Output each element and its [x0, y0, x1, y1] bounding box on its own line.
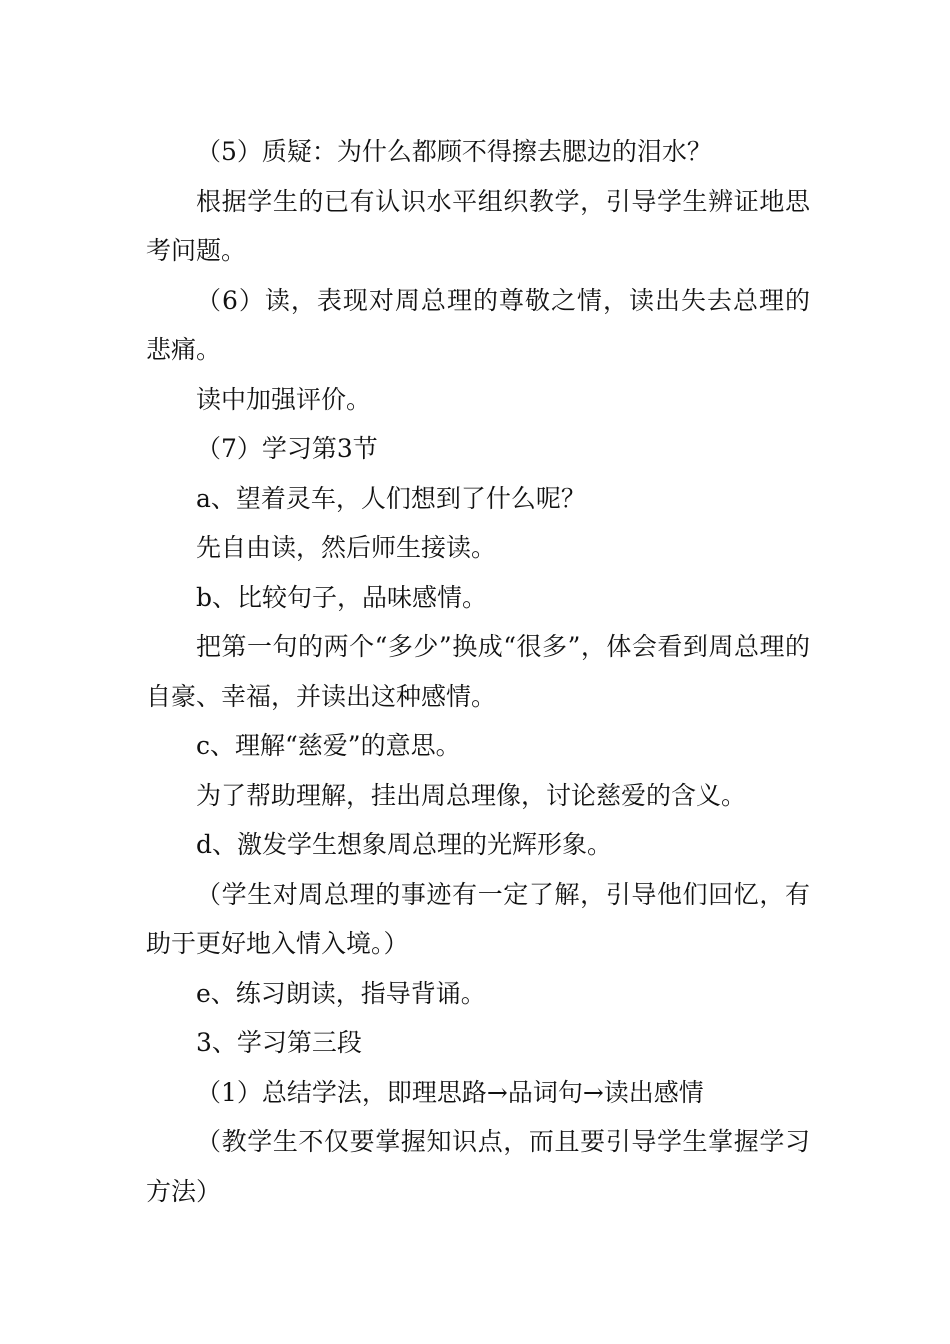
paragraph: （学生对周总理的事迹有一定了解，引导他们回忆，有助于更好地入情入境。）: [146, 879, 810, 958]
paragraph: 读中加强评价。: [196, 384, 372, 414]
paragraph: （7）学习第3节: [196, 434, 378, 463]
paragraph: 3、学习第三段: [196, 1028, 362, 1057]
paragraph: b、比较句子，品味感情。: [196, 582, 488, 612]
paragraph: （5）质疑：为什么都顾不得擦去腮边的泪水？: [196, 137, 712, 166]
paragraph: e、练习朗读，指导背诵。: [196, 978, 486, 1008]
paragraph: （1）总结学法，即理思路→品词句→读出感情: [196, 1077, 704, 1107]
paragraph: 先自由读，然后师生接读。: [196, 533, 497, 562]
paragraph: d、激发学生想象周总理的光辉形象。: [196, 830, 613, 859]
paragraph: 把第一句的两个“多少”换成“很多”，体会看到周总理的自豪、幸福，并读出这种感情。: [146, 632, 810, 711]
paragraph: c、理解“慈爱”的意思。: [196, 731, 461, 760]
paragraph: （6）读，表现对周总理的尊敬之情，读出失去总理的悲痛。: [146, 285, 810, 364]
paragraph: a、望着灵车，人们想到了什么呢？: [196, 483, 586, 513]
paragraph: 根据学生的已有认识水平组织教学，引导学生辨证地思考问题。: [146, 186, 810, 265]
document-body: [146, 127, 810, 1216]
paragraph: 为了帮助理解，挂出周总理像，讨论慈爱的含义。: [196, 780, 747, 810]
paragraph: （教学生不仅要掌握知识点，而且要引导学生掌握学习方法）: [146, 1127, 810, 1206]
